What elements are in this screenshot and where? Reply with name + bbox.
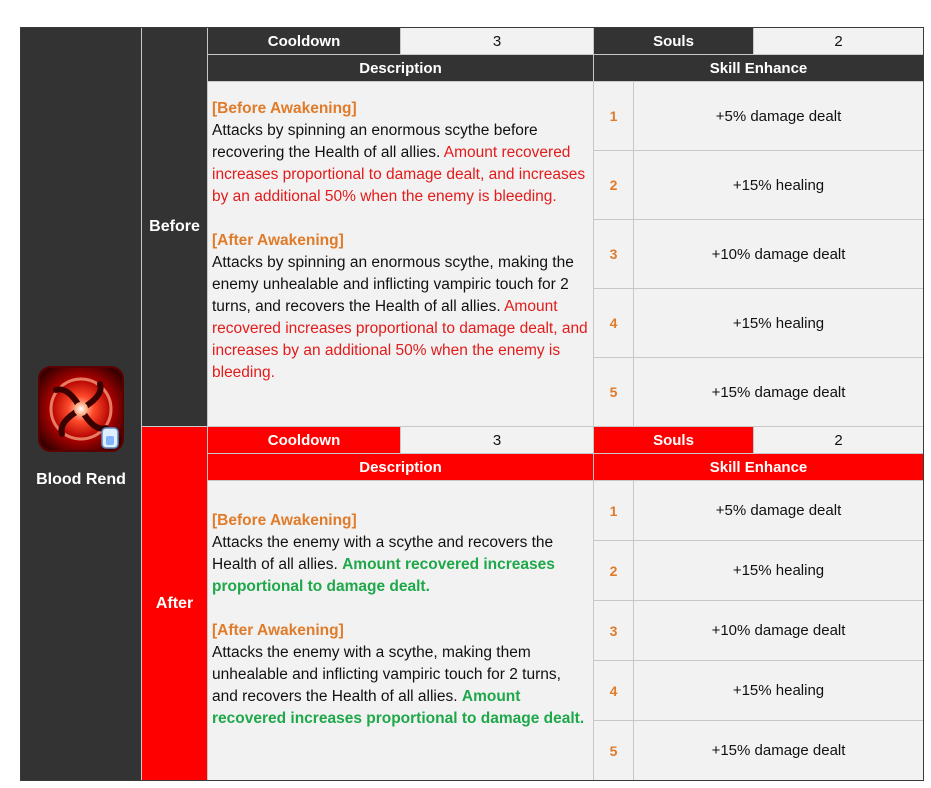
before-enhance-level-4: 4 xyxy=(594,289,633,357)
after-post-awakening-title: [After Awakening] xyxy=(212,622,344,639)
before-label: Before xyxy=(142,28,207,426)
before-post-awakening-effect: Amount recovered increases proportional to damage dealt, and increases by an additional 50% when the enemy is bleeding. xyxy=(212,298,588,381)
before-souls-value: 2 xyxy=(754,28,923,54)
skill-name: Blood Rend xyxy=(36,471,126,488)
after-cooldown-label: Cooldown xyxy=(208,427,400,453)
after-description-header: Description xyxy=(208,454,593,480)
before-enhance-effect-2: +15% healing xyxy=(634,151,923,219)
before-enhance-header: Skill Enhance xyxy=(594,55,923,81)
before-cooldown-value: 3 xyxy=(401,28,593,54)
before-post-awakening-title: [After Awakening] xyxy=(212,232,344,249)
after-label: After xyxy=(142,427,207,780)
before-souls-label: Souls xyxy=(594,28,753,54)
before-cooldown-label: Cooldown xyxy=(208,28,400,54)
before-enhance-level-5: 5 xyxy=(594,358,633,426)
after-enhance-effect-5: +15% damage dealt xyxy=(634,721,923,780)
before-enhance-effect-3: +10% damage dealt xyxy=(634,220,923,288)
after-enhance-level-5: 5 xyxy=(594,721,633,780)
after-enhance-effect-4: +15% healing xyxy=(634,661,923,720)
after-enhance-header: Skill Enhance xyxy=(594,454,923,480)
after-enhance-level-3: 3 xyxy=(594,601,633,660)
before-enhance-level-1: 1 xyxy=(594,82,633,150)
blood-rend-skill-icon xyxy=(38,366,124,452)
after-cooldown-value: 3 xyxy=(401,427,593,453)
before-enhance-level-2: 2 xyxy=(594,151,633,219)
after-souls-label: Souls xyxy=(594,427,753,453)
before-enhance-effect-4: +15% healing xyxy=(634,289,923,357)
after-enhance-level-4: 4 xyxy=(594,661,633,720)
after-post-awakening-effect: Amount recovered increases proportional to damage dealt. xyxy=(212,688,585,727)
after-post-awakening-text: Attacks the enemy with a scythe, making them unhealable and inflicting vampiric touch for 2 turns, and recovers the Health of all allies. xyxy=(212,644,561,705)
before-description xyxy=(208,82,593,426)
after-description xyxy=(208,481,593,780)
before-enhance-level-3: 3 xyxy=(594,220,633,288)
after-enhance-effect-2: +15% healing xyxy=(634,541,923,600)
after-pre-awakening-effect: Amount recovered increases proportional to damage dealt. xyxy=(212,556,555,595)
after-souls-value: 2 xyxy=(754,427,923,453)
before-enhance-effect-5: +15% damage dealt xyxy=(634,358,923,426)
after-enhance-effect-3: +10% damage dealt xyxy=(634,601,923,660)
before-pre-awakening-text: Attacks by spinning an enormous scythe before recovering the Health of all allies. xyxy=(212,122,538,161)
after-enhance-level-2: 2 xyxy=(594,541,633,600)
after-enhance-level-1: 1 xyxy=(594,481,633,540)
before-description-header: Description xyxy=(208,55,593,81)
before-post-awakening-text: Attacks by spinning an enormous scythe, making the enemy unhealable and inflicting vampiric touch for 2 turns, and recovers the Health of all allies. xyxy=(212,254,574,315)
before-pre-awakening-effect: Amount recovered increases proportional to damage dealt, and increases by an additional 50% when the enemy is bleeding. xyxy=(212,144,586,205)
before-enhance-effect-1: +5% damage dealt xyxy=(634,82,923,150)
after-pre-awakening-text: Attacks the enemy with a scythe and recovers the Health of all allies. xyxy=(212,534,554,573)
after-pre-awakening-title: [Before Awakening] xyxy=(212,512,357,529)
before-pre-awakening-title: [Before Awakening] xyxy=(212,100,357,117)
skill-comparison-table xyxy=(20,27,924,781)
after-enhance-effect-1: +5% damage dealt xyxy=(634,481,923,540)
